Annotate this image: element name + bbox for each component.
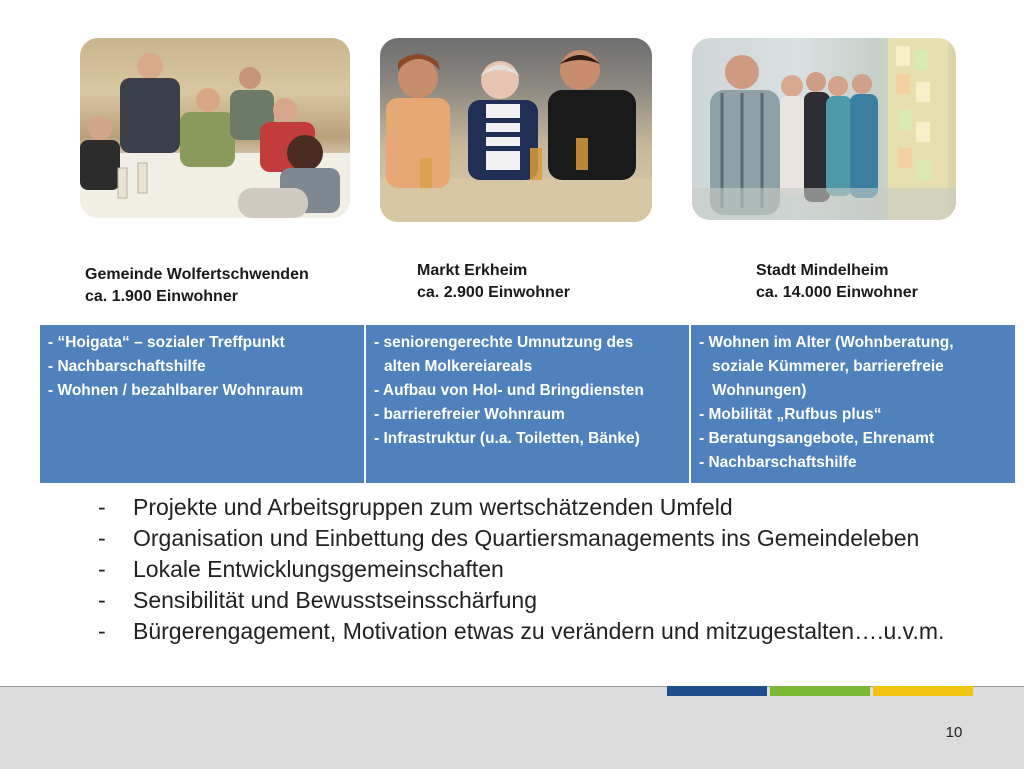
box-line: - “Hoigata“ – sozialer Treffpunkt — [48, 334, 285, 351]
bullet-marker: - — [98, 494, 106, 520]
page-number: 10 — [945, 724, 963, 741]
community-name: Gemeinde Wolfertschwenden — [85, 266, 309, 283]
bullet-text: Bürgerengagement, Motivation etwas zu verändern und mitzugestalten….u.v.m. — [133, 618, 945, 644]
box-line: - Wohnen / bezahlbarer Wohnraum — [48, 382, 304, 399]
list-item — [98, 616, 944, 647]
box-line: - Aufbau von Hol- und Bringdiensten — [374, 382, 644, 399]
box-line: alten Molkereiareals — [384, 358, 533, 375]
box-line: - barrierefreier Wohnraum — [374, 406, 565, 423]
box-line: - Beratungsangebote, Ehrenamt — [699, 430, 935, 447]
bullet-marker: - — [98, 525, 106, 551]
photo-mindelheim-pinboard — [692, 38, 956, 220]
bullet-text: Lokale Entwicklungsgemeinschaften — [133, 556, 504, 582]
community-name: Markt Erkheim — [417, 262, 528, 279]
list-item — [98, 523, 944, 554]
accent-stripe-green — [770, 686, 870, 696]
community-name: Stadt Mindelheim — [756, 262, 889, 279]
community-population: ca. 14.000 Einwohner — [756, 284, 918, 301]
box-line: soziale Kümmerer, barrierefreie — [712, 358, 944, 375]
bullet-text: Organisation und Einbettung des Quartiersmanagements ins Gemeindeleben — [133, 525, 920, 551]
caption-mindelheim — [756, 260, 918, 304]
bullet-text: Sensibilität und Bewusstseinsschärfung — [133, 587, 538, 613]
box-line: - Nachbarschaftshilfe — [48, 358, 206, 375]
caption-wolfertschwenden — [85, 264, 309, 308]
box-line: - seniorengerechte Umnutzung des — [374, 334, 634, 351]
photo-erkheim-workshop — [380, 38, 652, 222]
slide-footer — [0, 686, 1024, 769]
community-population: ca. 2.900 Einwohner — [417, 284, 570, 301]
bullet-marker: - — [98, 556, 106, 582]
info-box-erkheim — [366, 325, 689, 483]
box-line: - Nachbarschaftshilfe — [699, 454, 857, 471]
bullet-marker: - — [98, 618, 106, 644]
caption-erkheim — [417, 260, 570, 304]
info-box-mindelheim — [691, 325, 1015, 483]
community-population: ca. 1.900 Einwohner — [85, 288, 238, 305]
bullet-list — [98, 492, 944, 647]
bullet-text: Projekte und Arbeitsgruppen zum wertschätzenden Umfeld — [133, 494, 733, 520]
accent-stripe-yellow — [873, 686, 973, 696]
bullet-marker: - — [98, 587, 106, 613]
accent-stripe-blue — [667, 686, 767, 696]
box-line: - Mobilität „Rufbus plus“ — [699, 406, 882, 423]
list-item — [98, 585, 944, 616]
box-line: Wohnungen) — [712, 382, 807, 399]
list-item — [98, 554, 944, 585]
photo-wolfertschwenden-meeting — [80, 38, 350, 218]
list-item — [98, 492, 944, 523]
box-line: - Wohnen im Alter (Wohnberatung, — [699, 334, 954, 351]
box-line: - Infrastruktur (u.a. Toiletten, Bänke) — [374, 430, 640, 447]
info-box-wolfertschwenden — [40, 325, 364, 483]
